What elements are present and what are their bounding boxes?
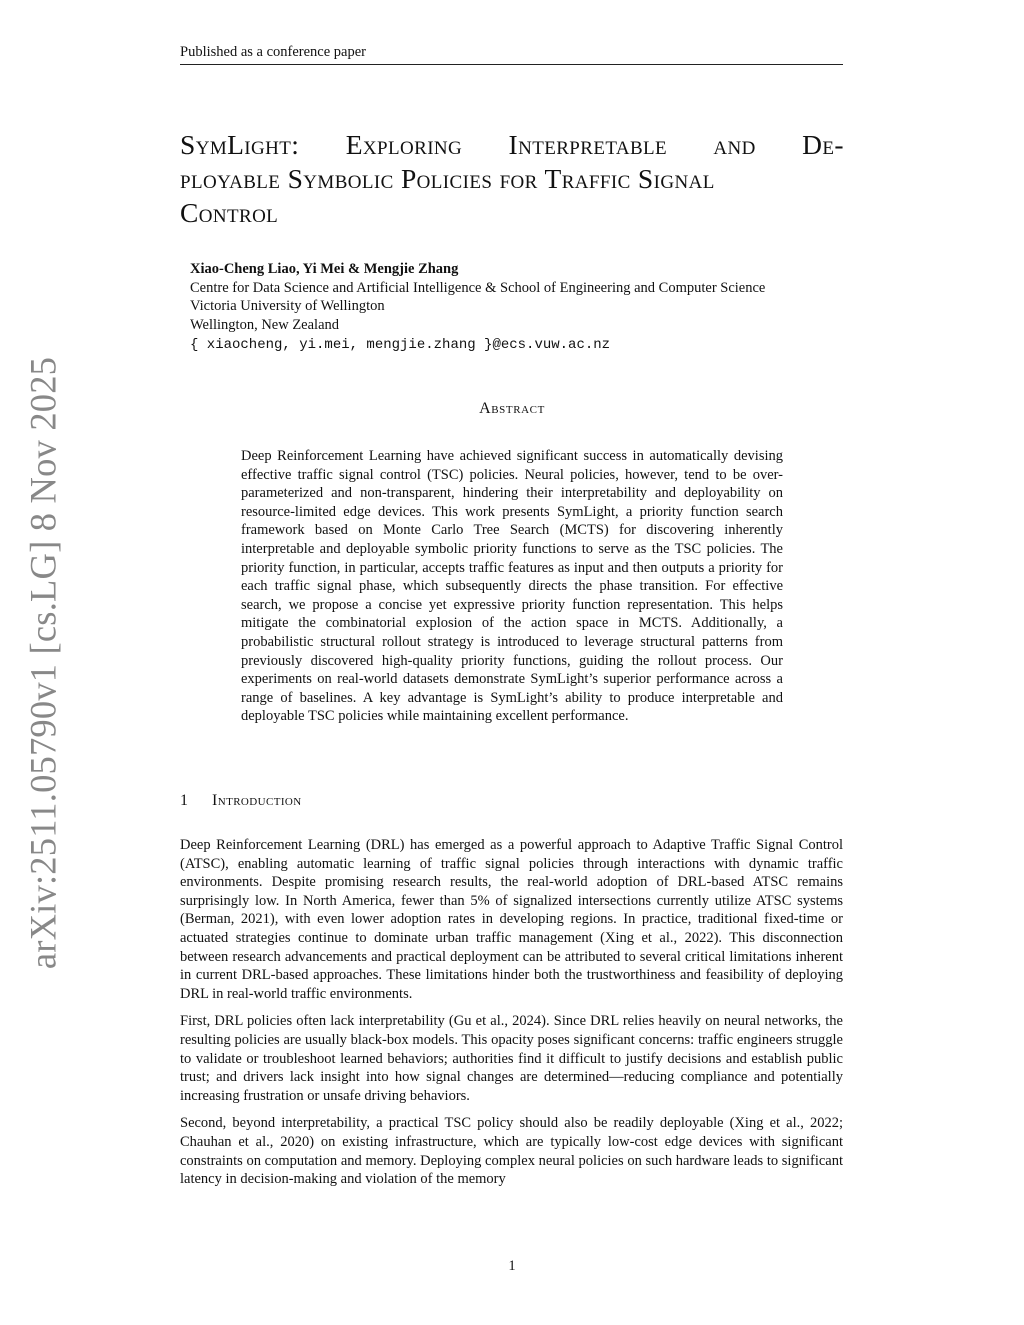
author-names: Xiao-Cheng Liao, Yi Mei & Mengjie Zhang xyxy=(190,261,459,277)
body-paragraph: Deep Reinforcement Learning (DRL) has emerged as a powerful approach to Adaptive Traffic Signal Control (ATSC), enabling automatic learning of traffic signal policies through interactions with dynamic traffic environments. Despite promising research results, the real-world adoption of DRL-based ATSC remains surprisingly low. In North America, fewer than 5% of signalized intersections currently utilize ATSC systems (Berman, 2021), with even lower adoption rates in developing regions. In practice, traditional fixed-time or actuated strategies continue to dominate urban traffic management (Xing et al., 2022). This disconnection between research advancements and practical deployment can be attributed to several critical limitations inherent in current DRL-based approaches. These limitations hinder both the trustworthiness and feasibility of deploying DRL in real-world traffic environments. xyxy=(180,837,843,1002)
running-head: Published as a conference paper xyxy=(180,44,843,65)
author-email: { xiaocheng, yi.mei, mengjie.zhang }@ecs.vuw.ac.nz xyxy=(190,337,611,354)
paper-title xyxy=(180,128,844,230)
section-heading xyxy=(180,792,580,810)
author-block xyxy=(190,260,850,355)
abstract-text: Deep Reinforcement Learning have achieved significant success in automatically devising effective traffic signal control (TSC) policies. Neural policies, however, tend to be over-parameterized and non-transparent, hindering their interpretability and deployability on resource-limited edge devices. This work presents SymLight, a priority function search framework based on Monte Carlo Tree Search (MCTS) for discovering inherently interpretable and deployable symbolic priority functions to serve as the TSC policies. The priority function, in particular, accepts traffic features as input and then outputs a priority for each traffic signal phase, which subsequently directs the phase transition. For effective search, we propose a concise yet expressive priority function representation. This helps mitigate the combinatorial explosion of the action space in MCTS. Additionally, a probabilistic structural rollout strategy is introduced to leverage structural patterns from previously discovered high-quality priority functions, guiding the rollout process. Our experiments on real-world datasets demonstrate SymLight’s superior performance across a range of baselines. A key advantage is SymLight’s ability to produce interpretable and deployable TSC policies while maintaining excellent performance. xyxy=(241,448,783,725)
title-line-1: SymLight: Exploring Interpretable and De- xyxy=(180,129,844,160)
body-paragraph: Second, beyond interpretability, a practical TSC policy should also be readily deployable (Xing et al., 2022; Chauhan et al., 2020) on existing infrastructure, which are typically low-cost edge devices with significant constraints on computation and memory. Deploying complex neural policies on such hardware leads to significant latency in decision-making and violation of the memory xyxy=(180,1115,843,1188)
title-line-2: ployable Symbolic Policies for Traffic Signal xyxy=(180,163,715,194)
author-affiliation: Centre for Data Science and Artificial Intelligence & School of Engineering and Computer Science xyxy=(190,279,766,296)
body-text xyxy=(180,836,843,1198)
title-line-3: Control xyxy=(180,197,279,228)
section-title: Introduction xyxy=(212,792,302,809)
author-university: Victoria University of Wellington xyxy=(190,298,385,315)
arxiv-identifier: arXiv:2511.05790v1 [cs.LG] 8 Nov 2025 xyxy=(22,356,64,970)
abstract-heading: Abstract xyxy=(479,400,545,417)
section-number: 1 xyxy=(180,792,189,809)
author-location: Wellington, New Zealand xyxy=(190,316,340,333)
page-number: 1 xyxy=(508,1258,516,1274)
body-paragraph: First, DRL policies often lack interpretability (Gu et al., 2024). Since DRL relies heavily on neural networks, the resulting policies are usually black-box models. This opacity poses significant concerns: traffic engineers struggle to validate or troubleshoot learned behaviors; authorities find it difficult to justify decisions and establish public trust; and drivers lack insight into how signal changes are determined—reducing compliance and potentially increasing frustration or unsafe driving behaviors. xyxy=(180,1013,843,1104)
